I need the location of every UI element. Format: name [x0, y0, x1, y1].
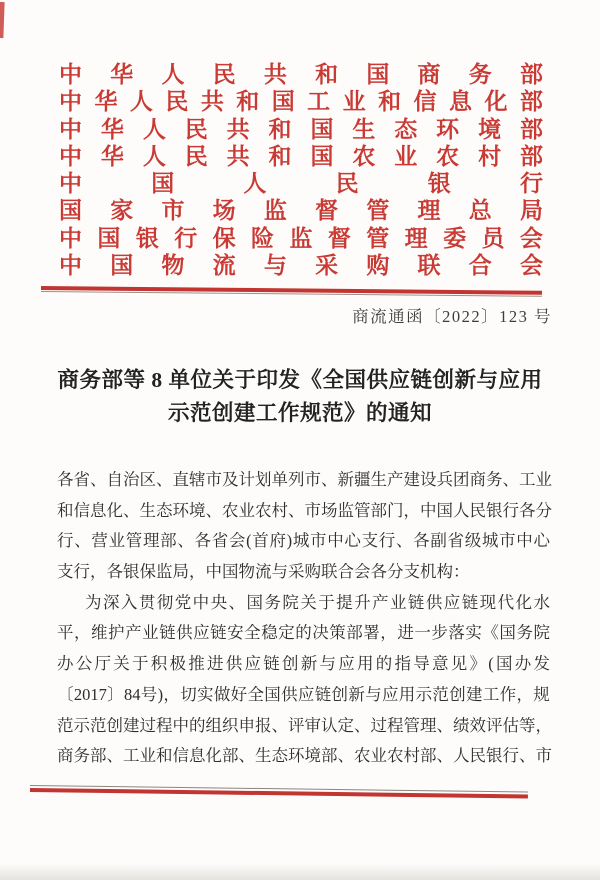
body-p2-line-2: 平 ， 维 护 产 业 链 供 应 链 安 全 稳 定 的 决 策 部 署 ， 进 一 步 落 实 《 国 务 院 [57, 623, 550, 643]
footer-rule [30, 785, 528, 798]
body-p2-line-6: 商 务 部 、 工 业 和 信 息 化 部 、 生 态 环 境 部 、 农 业 农 村 部 、 人 民 银 行 、 市 [57, 746, 552, 766]
body-p2-line-3: 办 公 厅 关 于 积 极 推 进 供 应 链 创 新 与 应 用 的 指 导 意 见 》 ( 国 办 发 [57, 654, 550, 674]
body-p1-line-4: 支行，各银保监局，中国物流与采购联合会各分支机构： [57, 562, 470, 582]
letterhead-line-5: 中 国 人 民 银 行 [59, 171, 543, 197]
letterhead-separator [41, 286, 542, 297]
document-title [0, 364, 600, 430]
body-p2-line-4: 〔 2017 〕 84 号 ) ， 切 实 做 好 全 国 供 应 链 创 新 与 应 用 示 范 创 建 工 作 ， 规 [57, 684, 550, 704]
body-p1-line-1: 各 省 、 自 治 区 、 直 辖 市 及 计 划 单 列 市 、 新 疆 生 产 建 设 兵 团 商 务 、 工 业 [57, 470, 552, 489]
letterhead [59, 61, 543, 279]
letterhead-line-1: 中 华 人 民 共 和 国 商 务 部 [59, 62, 543, 87]
document-title-line-2: 示范创建工作规范》的通知 [167, 401, 432, 425]
body-p2-line-1: 为 深 入 贯 彻 党 中 央 、 国 务 院 关 于 提 升 产 业 链 供 应 链 现 代 化 水 [85, 592, 550, 612]
letterhead-line-4: 中 华 人 民 共 和 国 农 业 农 村 部 [59, 143, 543, 169]
document-number: 商流通函〔2022〕123 号 [352, 307, 552, 326]
body-p1-line-3: 行 、 营 业 管 理 部 、 各 省 会 ( 首 府 ) 城 市 中 心 支 行 、 各 副 省 级 城 市 中 心 [57, 531, 550, 551]
body-p2-line-5: 范 示 范 创 建 过 程 中 的 组 织 申 报 、 评 审 认 定 、 过 程 管 理 、 绩 效 评 估 等 ， [57, 715, 552, 735]
letterhead-line-2: 中 华 人 民 共 和 国 工 业 和 信 息 化 部 [59, 89, 543, 115]
scan-artifact [0, 2, 5, 38]
letterhead-line-8: 中 国 物 流 与 采 购 联 合 会 [59, 253, 543, 279]
letterhead-line-3: 中 华 人 民 共 和 国 生 态 环 境 部 [59, 116, 543, 142]
document-body [57, 465, 550, 772]
body-p1-line-2: 和 信 息 化 、 生 态 环 境 、 农 业 农 村 、 市 场 监 管 部 门 ， 中 国 人 民 银 行 各 分 [57, 500, 552, 520]
letterhead-line-6: 国 家 市 场 监 督 管 理 总 局 [59, 198, 543, 224]
document-title-line-1: 商务部等 8 单位关于印发《全国供应链创新与应用 [57, 368, 543, 392]
letterhead-line-7: 中 国 银 行 保 险 监 督 管 理 委 员 会 [59, 225, 543, 251]
